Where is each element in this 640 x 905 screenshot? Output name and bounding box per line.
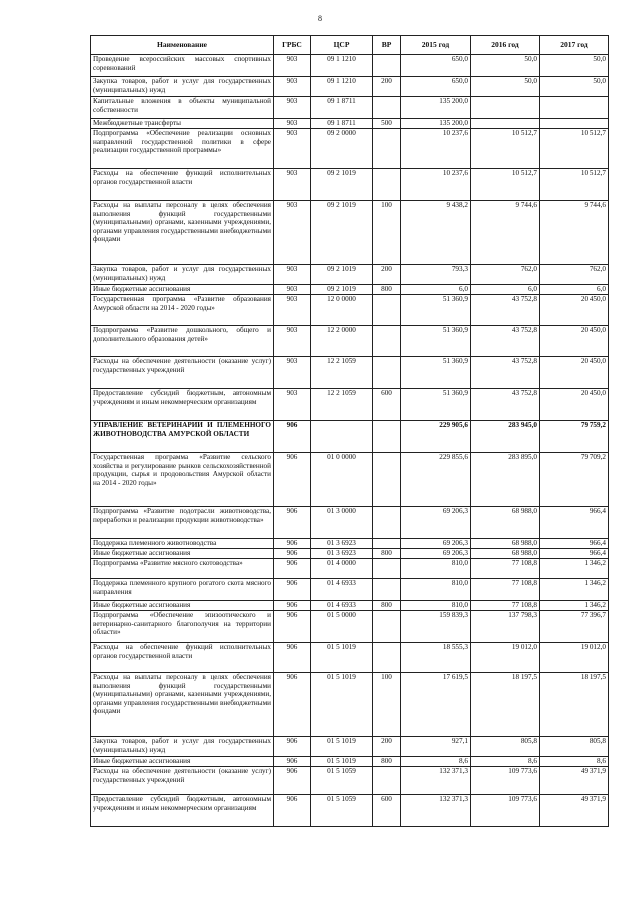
row-2016-cell: 10 512,7	[471, 129, 540, 169]
row-vr-cell: 200	[373, 737, 401, 757]
row-2016-cell: 43 752,8	[471, 326, 540, 357]
row-2017-cell: 49 371,9	[540, 767, 609, 795]
row-2017-cell: 6,0	[540, 285, 609, 295]
table-row	[91, 55, 609, 77]
row-2015-cell: 810,0	[401, 559, 471, 579]
row-2017-cell	[540, 119, 609, 129]
row-grbs-cell: 906	[274, 549, 311, 559]
row-vr-cell	[373, 295, 401, 326]
row-vr-cell	[373, 453, 401, 507]
header-vr: ВР	[373, 36, 401, 55]
row-csr-cell: 12 2 1059	[311, 389, 373, 421]
row-2016-cell: 68 988,0	[471, 539, 540, 549]
row-2017-cell: 20 450,0	[540, 357, 609, 389]
row-2016-cell: 68 988,0	[471, 507, 540, 539]
row-2017-cell: 8,6	[540, 757, 609, 767]
row-2015-cell: 135 200,0	[401, 97, 471, 119]
row-vr-cell: 800	[373, 285, 401, 295]
row-csr-cell: 09 2 1019	[311, 201, 373, 265]
row-grbs-cell: 906	[274, 795, 311, 827]
row-grbs-cell: 906	[274, 507, 311, 539]
row-grbs-cell: 906	[274, 453, 311, 507]
row-2016-cell: 10 512,7	[471, 169, 540, 201]
row-2016-cell: 9 744,6	[471, 201, 540, 265]
row-2016-cell: 283 895,0	[471, 453, 540, 507]
row-2015-cell: 51 360,9	[401, 295, 471, 326]
row-name-cell: Иные бюджетные ассигнования	[91, 549, 274, 559]
row-name-cell: Межбюджетные трансферты	[91, 119, 274, 129]
row-2017-cell: 49 371,9	[540, 795, 609, 827]
table-body	[91, 55, 609, 827]
row-csr-cell: 09 1 1210	[311, 77, 373, 97]
row-grbs-cell: 903	[274, 389, 311, 421]
table-row	[91, 643, 609, 673]
header-2017: 2017 год	[540, 36, 609, 55]
row-grbs-cell: 906	[274, 611, 311, 643]
row-2016-cell: 19 012,0	[471, 643, 540, 673]
row-grbs-cell: 903	[274, 285, 311, 295]
row-vr-cell	[373, 55, 401, 77]
row-2017-cell: 19 012,0	[540, 643, 609, 673]
row-2015-cell: 10 237,6	[401, 129, 471, 169]
table-row	[91, 559, 609, 579]
row-2015-cell: 51 360,9	[401, 389, 471, 421]
row-2017-cell: 79 759,2	[540, 421, 609, 453]
row-csr-cell	[311, 421, 373, 453]
row-name-cell: Иные бюджетные ассигнования	[91, 757, 274, 767]
row-vr-cell: 600	[373, 389, 401, 421]
budget-table	[90, 35, 609, 827]
row-csr-cell: 09 1 8711	[311, 119, 373, 129]
header-grbs: ГРБС	[274, 36, 311, 55]
row-csr-cell: 01 5 1019	[311, 643, 373, 673]
row-2017-cell	[540, 97, 609, 119]
row-csr-cell: 09 1 1210	[311, 55, 373, 77]
row-name-cell: Предоставление субсидий бюджетным, автономным учреждениям и иным некоммерческим организациям	[91, 389, 274, 421]
table-header-row	[91, 36, 609, 55]
row-2015-cell: 10 237,6	[401, 169, 471, 201]
table-row	[91, 507, 609, 539]
row-csr-cell: 09 2 1019	[311, 169, 373, 201]
row-name-cell: Закупка товаров, работ и услуг для государственных (муниципальных) нужд	[91, 77, 274, 97]
row-grbs-cell: 903	[274, 129, 311, 169]
row-csr-cell: 01 5 0000	[311, 611, 373, 643]
row-vr-cell	[373, 326, 401, 357]
row-csr-cell: 09 2 1019	[311, 265, 373, 285]
table-row	[91, 357, 609, 389]
row-csr-cell: 01 4 6933	[311, 579, 373, 601]
row-name-cell: Расходы на обеспечение деятельности (оказание услуг) государственных учреждений	[91, 357, 274, 389]
table-row	[91, 767, 609, 795]
row-2017-cell: 50,0	[540, 55, 609, 77]
row-2016-cell: 77 108,8	[471, 601, 540, 611]
row-csr-cell: 12 2 0000	[311, 326, 373, 357]
row-csr-cell: 01 4 0000	[311, 559, 373, 579]
row-2016-cell: 762,0	[471, 265, 540, 285]
row-csr-cell: 01 5 1019	[311, 737, 373, 757]
row-csr-cell: 12 2 1059	[311, 357, 373, 389]
row-csr-cell: 09 1 8711	[311, 97, 373, 119]
row-name-cell: УПРАВЛЕНИЕ ВЕТЕРИНАРИИ И ПЛЕМЕННОГО ЖИВОТНОВОДСТВА АМУРСКОЙ ОБЛАСТИ	[91, 421, 274, 453]
table-row	[91, 129, 609, 169]
row-2016-cell: 43 752,8	[471, 357, 540, 389]
row-csr-cell: 01 3 6923	[311, 549, 373, 559]
row-2016-cell: 77 108,8	[471, 579, 540, 601]
row-2016-cell: 50,0	[471, 77, 540, 97]
row-name-cell: Расходы на обеспечение функций исполнительных органов государственной власти	[91, 643, 274, 673]
row-grbs-cell: 903	[274, 295, 311, 326]
row-grbs-cell: 903	[274, 357, 311, 389]
row-2017-cell: 1 346,2	[540, 579, 609, 601]
row-2016-cell: 283 945,0	[471, 421, 540, 453]
row-2015-cell: 132 371,3	[401, 767, 471, 795]
row-2017-cell: 966,4	[540, 549, 609, 559]
row-2015-cell: 9 438,2	[401, 201, 471, 265]
table-row	[91, 549, 609, 559]
row-csr-cell: 09 2 1019	[311, 285, 373, 295]
row-vr-cell	[373, 507, 401, 539]
row-2017-cell: 1 346,2	[540, 559, 609, 579]
page-number: 8	[318, 14, 322, 23]
row-vr-cell	[373, 539, 401, 549]
row-2017-cell: 50,0	[540, 77, 609, 97]
row-2016-cell: 68 988,0	[471, 549, 540, 559]
row-2015-cell: 69 206,3	[401, 507, 471, 539]
row-name-cell: Расходы на выплаты персоналу в целях обеспечения выполнения функций государственными (муниципальными) органами, казенными учреждениями, органами управления государственными внебюджетными фондами	[91, 673, 274, 737]
row-vr-cell	[373, 97, 401, 119]
table-row	[91, 295, 609, 326]
table-row	[91, 77, 609, 97]
row-2017-cell: 20 450,0	[540, 295, 609, 326]
row-grbs-cell: 906	[274, 767, 311, 795]
row-grbs-cell: 906	[274, 559, 311, 579]
row-grbs-cell: 906	[274, 421, 311, 453]
table-row	[91, 285, 609, 295]
row-name-cell: Иные бюджетные ассигнования	[91, 601, 274, 611]
table-row	[91, 673, 609, 737]
table-row	[91, 757, 609, 767]
row-2015-cell: 17 619,5	[401, 673, 471, 737]
row-2017-cell: 20 450,0	[540, 326, 609, 357]
row-name-cell: Расходы на обеспечение функций исполнительных органов государственной власти	[91, 169, 274, 201]
table-row	[91, 601, 609, 611]
row-grbs-cell: 903	[274, 201, 311, 265]
row-2017-cell: 79 709,2	[540, 453, 609, 507]
table-row	[91, 326, 609, 357]
row-2016-cell: 137 798,3	[471, 611, 540, 643]
row-grbs-cell: 903	[274, 55, 311, 77]
row-name-cell: Подпрограмма «Обеспечение эпизоотического и ветеринарно-санитарного благополучия на территории области»	[91, 611, 274, 643]
row-2016-cell: 50,0	[471, 55, 540, 77]
row-name-cell: Поддержка племенного крупного рогатого скота мясного направления	[91, 579, 274, 601]
table-row	[91, 453, 609, 507]
row-name-cell: Расходы на выплаты персоналу в целях обеспечения выполнения функций государственными (муниципальными) органами, казенными учреждениями, органами управления государственными внебюджетными фондами	[91, 201, 274, 265]
header-name: Наименование	[91, 36, 274, 55]
row-vr-cell	[373, 611, 401, 643]
table-row	[91, 265, 609, 285]
row-2016-cell: 77 108,8	[471, 559, 540, 579]
row-2015-cell: 8,6	[401, 757, 471, 767]
row-2015-cell: 69 206,3	[401, 539, 471, 549]
row-grbs-cell: 906	[274, 737, 311, 757]
row-vr-cell	[373, 129, 401, 169]
row-name-cell: Подпрограмма «Развитие мясного скотоводства»	[91, 559, 274, 579]
row-2017-cell: 20 450,0	[540, 389, 609, 421]
row-2015-cell: 51 360,9	[401, 357, 471, 389]
row-2016-cell: 805,8	[471, 737, 540, 757]
row-vr-cell: 800	[373, 549, 401, 559]
row-2017-cell: 10 512,7	[540, 129, 609, 169]
row-csr-cell: 01 0 0000	[311, 453, 373, 507]
row-csr-cell: 01 4 6933	[311, 601, 373, 611]
row-name-cell: Предоставление субсидий бюджетным, автономным учреждениям и иным некоммерческим организациям	[91, 795, 274, 827]
row-name-cell: Расходы на обеспечение деятельности (оказание услуг) государственных учреждений	[91, 767, 274, 795]
row-grbs-cell: 903	[274, 326, 311, 357]
row-grbs-cell: 903	[274, 97, 311, 119]
row-grbs-cell: 903	[274, 119, 311, 129]
row-csr-cell: 01 5 1059	[311, 795, 373, 827]
row-2017-cell: 77 396,7	[540, 611, 609, 643]
row-vr-cell	[373, 767, 401, 795]
row-2017-cell: 966,4	[540, 539, 609, 549]
row-vr-cell: 600	[373, 795, 401, 827]
row-name-cell: Иные бюджетные ассигнования	[91, 285, 274, 295]
row-2016-cell: 18 197,5	[471, 673, 540, 737]
row-2015-cell: 69 206,3	[401, 549, 471, 559]
row-2016-cell: 109 773,6	[471, 795, 540, 827]
row-2015-cell: 132 371,3	[401, 795, 471, 827]
row-2016-cell: 109 773,6	[471, 767, 540, 795]
row-2015-cell: 135 200,0	[401, 119, 471, 129]
row-2016-cell: 43 752,8	[471, 389, 540, 421]
table-row	[91, 169, 609, 201]
row-vr-cell: 800	[373, 601, 401, 611]
row-csr-cell: 01 3 0000	[311, 507, 373, 539]
row-csr-cell: 09 2 0000	[311, 129, 373, 169]
row-2016-cell	[471, 119, 540, 129]
table-row	[91, 611, 609, 643]
table-row	[91, 579, 609, 601]
row-vr-cell	[373, 579, 401, 601]
header-2015: 2015 год	[401, 36, 471, 55]
row-2016-cell	[471, 97, 540, 119]
table-row	[91, 201, 609, 265]
row-name-cell: Подпрограмма «Обеспечение реализации основных направлений государственной политики в сфере реализации государственной программы»	[91, 129, 274, 169]
row-vr-cell: 200	[373, 265, 401, 285]
row-grbs-cell: 906	[274, 673, 311, 737]
table-row	[91, 421, 609, 453]
row-2015-cell: 159 839,3	[401, 611, 471, 643]
row-grbs-cell: 906	[274, 539, 311, 549]
table-row	[91, 795, 609, 827]
table-row	[91, 389, 609, 421]
row-grbs-cell: 906	[274, 643, 311, 673]
row-2015-cell: 6,0	[401, 285, 471, 295]
row-2015-cell: 810,0	[401, 579, 471, 601]
row-2015-cell: 229 905,6	[401, 421, 471, 453]
table-row	[91, 119, 609, 129]
row-2015-cell: 51 360,9	[401, 326, 471, 357]
row-csr-cell: 01 5 1059	[311, 767, 373, 795]
row-vr-cell	[373, 559, 401, 579]
row-csr-cell: 01 5 1019	[311, 673, 373, 737]
row-2015-cell: 650,0	[401, 55, 471, 77]
row-2017-cell: 1 346,2	[540, 601, 609, 611]
row-name-cell: Поддержка племенного животноводства	[91, 539, 274, 549]
row-2015-cell: 810,0	[401, 601, 471, 611]
row-2015-cell: 650,0	[401, 77, 471, 97]
row-2017-cell: 10 512,7	[540, 169, 609, 201]
row-vr-cell	[373, 643, 401, 673]
row-2015-cell: 793,3	[401, 265, 471, 285]
row-2015-cell: 18 555,3	[401, 643, 471, 673]
row-2017-cell: 805,8	[540, 737, 609, 757]
row-csr-cell: 01 3 6923	[311, 539, 373, 549]
row-2017-cell: 18 197,5	[540, 673, 609, 737]
row-vr-cell: 500	[373, 119, 401, 129]
row-csr-cell: 01 5 1019	[311, 757, 373, 767]
row-2016-cell: 8,6	[471, 757, 540, 767]
table-row	[91, 539, 609, 549]
row-name-cell: Подпрограмма «Развитие подотрасли животноводства, переработки и реализации продукции животноводства»	[91, 507, 274, 539]
row-vr-cell: 100	[373, 201, 401, 265]
header-csr: ЦСР	[311, 36, 373, 55]
row-name-cell: Государственная программа «Развитие образования Амурской области на 2014 - 2020 годы»	[91, 295, 274, 326]
row-vr-cell	[373, 169, 401, 201]
row-grbs-cell: 903	[274, 169, 311, 201]
row-vr-cell	[373, 421, 401, 453]
row-grbs-cell: 903	[274, 265, 311, 285]
row-name-cell: Проведение всероссийских массовых спортивных соревнований	[91, 55, 274, 77]
row-2015-cell: 229 855,6	[401, 453, 471, 507]
row-name-cell: Капитальные вложения в объекты муниципальной собственности	[91, 97, 274, 119]
row-2017-cell: 9 744,6	[540, 201, 609, 265]
row-2016-cell: 6,0	[471, 285, 540, 295]
row-grbs-cell: 903	[274, 77, 311, 97]
table-row	[91, 737, 609, 757]
row-name-cell: Подпрограмма «Развитие дошкольного, общего и дополнительного образования детей»	[91, 326, 274, 357]
row-2017-cell: 762,0	[540, 265, 609, 285]
row-2016-cell: 43 752,8	[471, 295, 540, 326]
row-name-cell: Закупка товаров, работ и услуг для государственных (муниципальных) нужд	[91, 737, 274, 757]
row-grbs-cell: 906	[274, 579, 311, 601]
row-name-cell: Закупка товаров, работ и услуг для государственных (муниципальных) нужд	[91, 265, 274, 285]
row-name-cell: Государственная программа «Развитие сельского хозяйства и регулирование рынков сельскохозяйственной продукции, сырья и продовольствия Амурской области на 2014 - 2020 годы»	[91, 453, 274, 507]
row-vr-cell: 100	[373, 673, 401, 737]
table-row	[91, 97, 609, 119]
row-vr-cell	[373, 357, 401, 389]
row-vr-cell: 800	[373, 757, 401, 767]
row-vr-cell: 200	[373, 77, 401, 97]
row-grbs-cell: 906	[274, 601, 311, 611]
row-2017-cell: 966,4	[540, 507, 609, 539]
row-2015-cell: 927,1	[401, 737, 471, 757]
header-2016: 2016 год	[471, 36, 540, 55]
row-csr-cell: 12 0 0000	[311, 295, 373, 326]
row-grbs-cell: 906	[274, 757, 311, 767]
